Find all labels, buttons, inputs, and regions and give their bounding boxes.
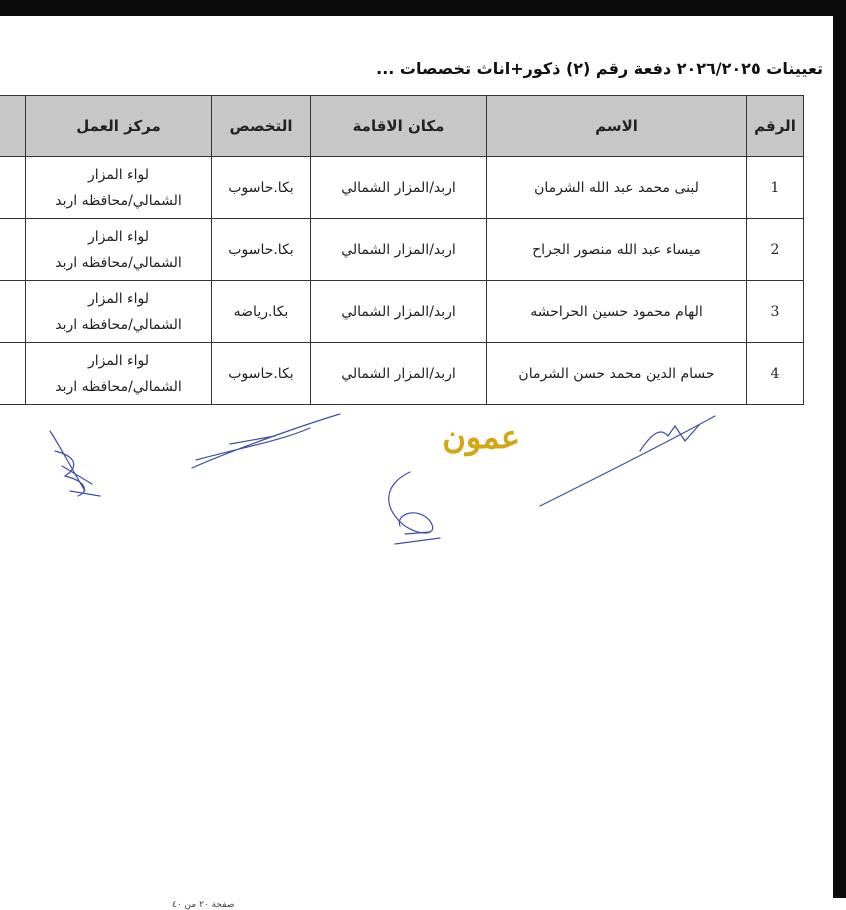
signature-right [540, 416, 715, 506]
cell-number: 2 [747, 219, 804, 281]
cell-cut-off [0, 343, 26, 405]
signature-left [50, 431, 100, 496]
cell-workplace [26, 281, 212, 343]
table-row [0, 157, 804, 219]
cell-name: الهام محمود حسين الحراحشه [487, 281, 747, 343]
cell-residence: اربد/المزار الشمالي [311, 281, 487, 343]
header-cut-off [0, 96, 26, 157]
cell-name: لبنى محمد عبد الله الشرمان [487, 157, 747, 219]
cell-name: حسام الدين محمد حسن الشرمان [487, 343, 747, 405]
cell-workplace [26, 157, 212, 219]
logo-text: عمون [442, 418, 520, 456]
header-workplace: مركز العمل [26, 96, 212, 157]
workplace-line2: الشمالي/محافظه اربد [55, 378, 182, 395]
cell-number: 3 [747, 281, 804, 343]
table-header-row [0, 96, 804, 157]
table-row [0, 219, 804, 281]
cell-specialization: بكا.حاسوب [212, 219, 311, 281]
workplace-line1: لواء المزار [87, 228, 150, 245]
scan-border-right [833, 0, 846, 898]
ammon-logo [330, 418, 520, 498]
cell-name: ميساء عبد الله منصور الجراح [487, 219, 747, 281]
cell-workplace [26, 219, 212, 281]
header-name: الاسم [487, 96, 747, 157]
cell-number: 1 [747, 157, 804, 219]
page-title: تعيينات ٢٠٢٦/٢٠٢٥ دفعة رقم (٢) ذكور+اناث تخصصات ... [376, 59, 823, 78]
workplace-line2: الشمالي/محافظه اربد [55, 316, 182, 333]
header-number: الرقم [747, 96, 804, 157]
appointments-table [0, 95, 804, 405]
cell-workplace [26, 343, 212, 405]
signature-middle [192, 414, 340, 468]
workplace-line2: الشمالي/محافظه اربد [55, 192, 182, 209]
cell-cut-off [0, 157, 26, 219]
workplace-line1: لواء المزار [87, 290, 150, 307]
scan-border-top [0, 0, 846, 16]
header-specialization: التخصص [212, 96, 311, 157]
workplace-line2: الشمالي/محافظه اربد [55, 254, 182, 271]
header-residence: مكان الاقامة [311, 96, 487, 157]
cell-specialization: بكا.رياضه [212, 281, 311, 343]
table-row [0, 281, 804, 343]
cell-residence: اربد/المزار الشمالي [311, 219, 487, 281]
cell-specialization: بكا.حاسوب [212, 157, 311, 219]
cell-specialization: بكا.حاسوب [212, 343, 311, 405]
document-page [0, 16, 833, 910]
cell-cut-off [0, 281, 26, 343]
page-number-footer: صفحة ٢٠ من ٤٠ [172, 900, 235, 910]
workplace-line1: لواء المزار [87, 166, 150, 183]
cell-number: 4 [747, 343, 804, 405]
cell-residence: اربد/المزار الشمالي [311, 343, 487, 405]
table-row [0, 343, 804, 405]
workplace-line1: لواء المزار [87, 352, 150, 369]
cell-residence: اربد/المزار الشمالي [311, 157, 487, 219]
cell-cut-off [0, 219, 26, 281]
